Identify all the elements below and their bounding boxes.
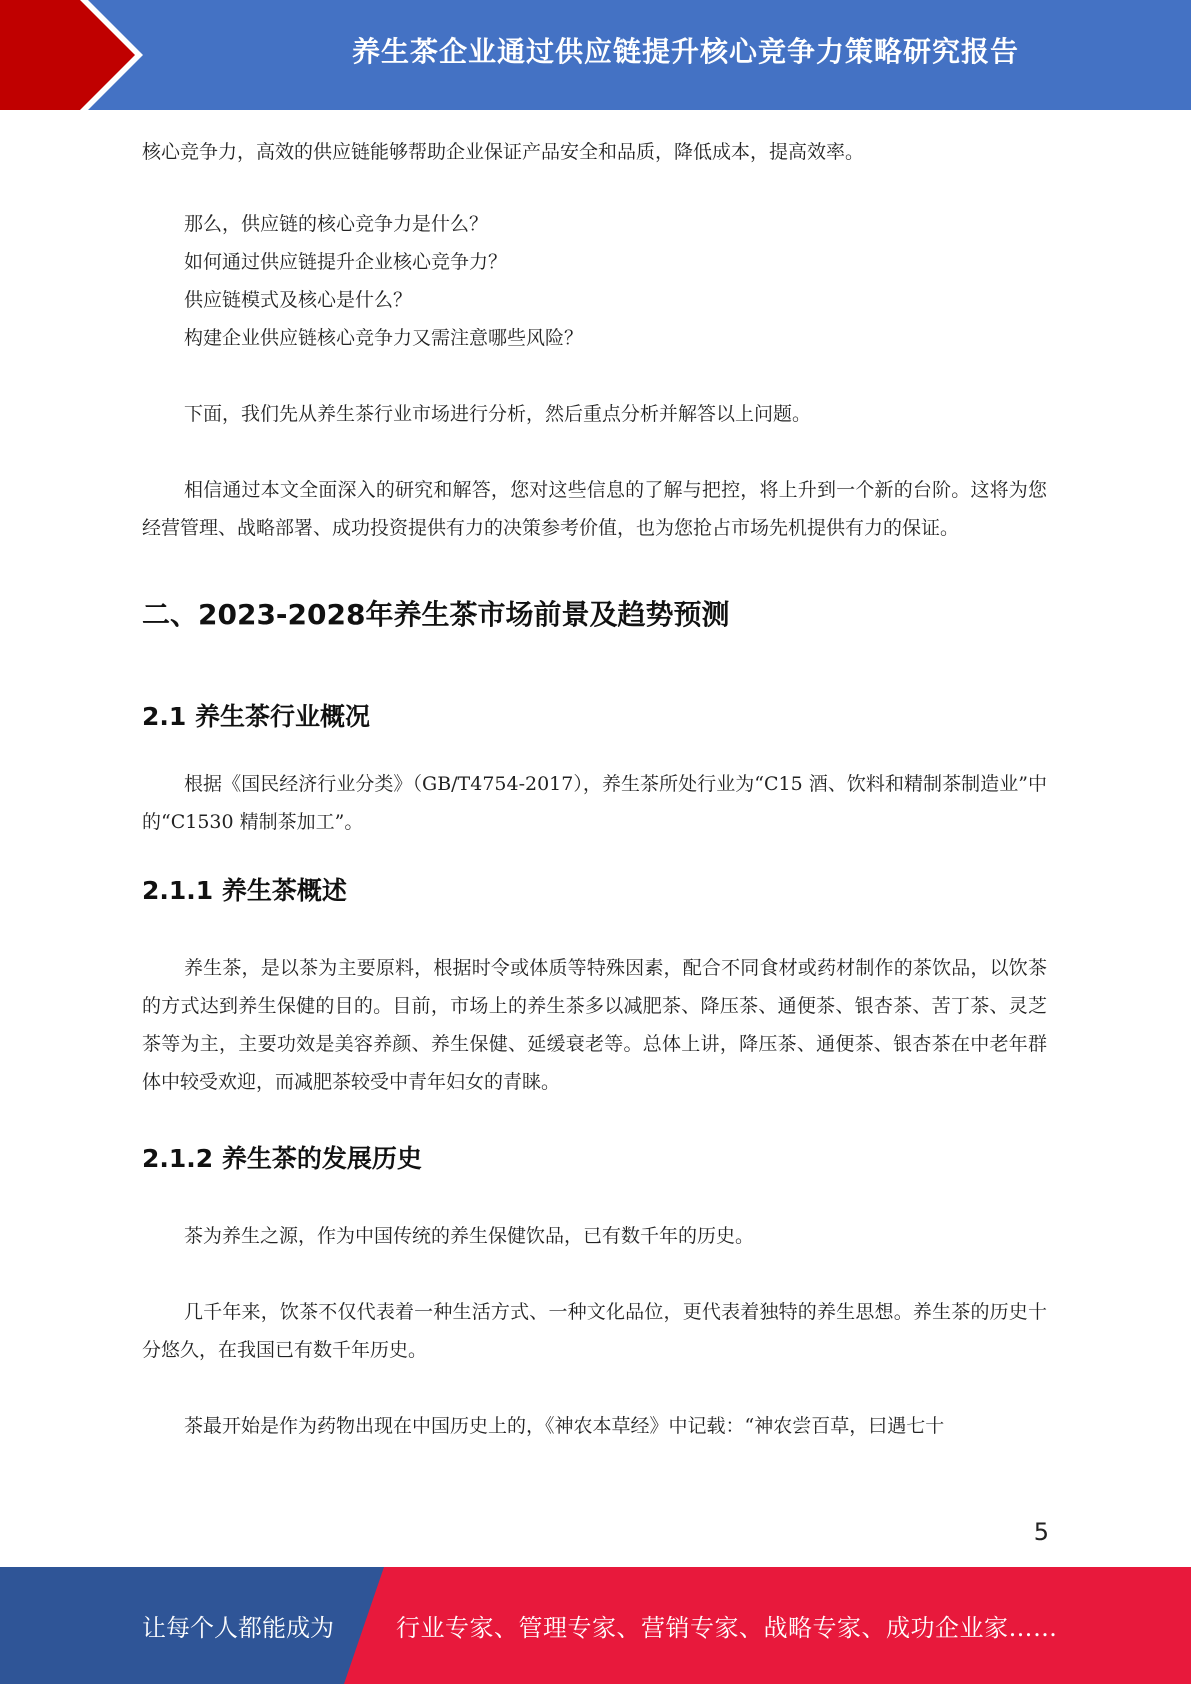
subsection-heading-2-1-2: 2.1.2 养生茶的发展历史: [142, 1144, 422, 1173]
footer-slogan-right: 行业专家、管理专家、营销专家、战略专家、成功企业家……: [396, 1614, 1058, 1642]
history-paragraph-2: 几千年来，饮茶不仅代表着一种生活方式、一种文化品位，更代表着独特的养生思想。养生茶的历史十分悠久，在我国已有数千年历史。: [142, 1301, 1047, 1361]
section-heading: 二、2023-2028年养生茶市场前景及趋势预测: [142, 598, 730, 631]
history-paragraph-1: 茶为养生之源，作为中国传统的养生保健饮品，已有数千年的历史。: [184, 1225, 755, 1247]
page-header: [0, 0, 1191, 110]
footer-slogan-left: 让每个人都能成为: [142, 1614, 334, 1642]
intro-continuation: 核心竞争力，高效的供应链能够帮助企业保证产品安全和品质，降低成本，提高效率。: [142, 141, 865, 163]
question-item: 构建企业供应链核心竞争力又需注意哪些风险？: [184, 327, 584, 349]
page-content: [142, 133, 1047, 1445]
history-paragraph-3: 茶最开始是作为药物出现在中国历史上的，《神农本草经》中记载：“神农尝百草，曰遇七十: [184, 1415, 945, 1437]
question-list: [142, 205, 1047, 357]
intro-value: 相信通过本文全面深入的研究和解答，您对这些信息的了解与把控，将上升到一个新的台阶。这将为您经营管理、战略部署、成功投资提供有力的决策参考价值，也为您抢占市场先机提供有力的保证。: [142, 479, 1047, 539]
subsection-heading-2-1-1: 2.1.1 养生茶概述: [142, 876, 347, 905]
question-item: 那么，供应链的核心竞争力是什么？: [184, 213, 489, 235]
industry-classification-text: 根据《国民经济行业分类》（GB/T4754-2017），养生茶所处行业为“C15 酒、饮料和精制茶制造业”中的“C1530 精制茶加工”。: [142, 773, 1047, 833]
question-item: 如何通过供应链提升企业核心竞争力？: [184, 251, 508, 273]
report-title: 养生茶企业通过供应链提升核心竞争力策略研究报告: [351, 35, 1019, 68]
page-footer: [0, 1567, 1191, 1684]
overview-text: 养生茶，是以茶为主要原料，根据时令或体质等特殊因素，配合不同食材或药材制作的茶饮品，以饮茶的方式达到养生保健的目的。目前，市场上的养生茶多以减肥茶、降压茶、通便茶、银杏茶、苦丁茶、灵芝茶等为主，主要功效是美容养颜、养生保健、延缓衰老等。总体上讲，降压茶、通便茶、银杏茶在中老年群体中较受欢迎，而减肥茶较受中青年妇女的青睐。: [142, 957, 1047, 1093]
subsection-heading-2-1: 2.1 养生茶行业概况: [142, 702, 370, 731]
intro-next-step: 下面，我们先从养生茶行业市场进行分析，然后重点分析并解答以上问题。: [184, 403, 812, 425]
question-item: 供应链模式及核心是什么？: [184, 289, 413, 311]
page-number: 5: [1033, 1518, 1049, 1546]
